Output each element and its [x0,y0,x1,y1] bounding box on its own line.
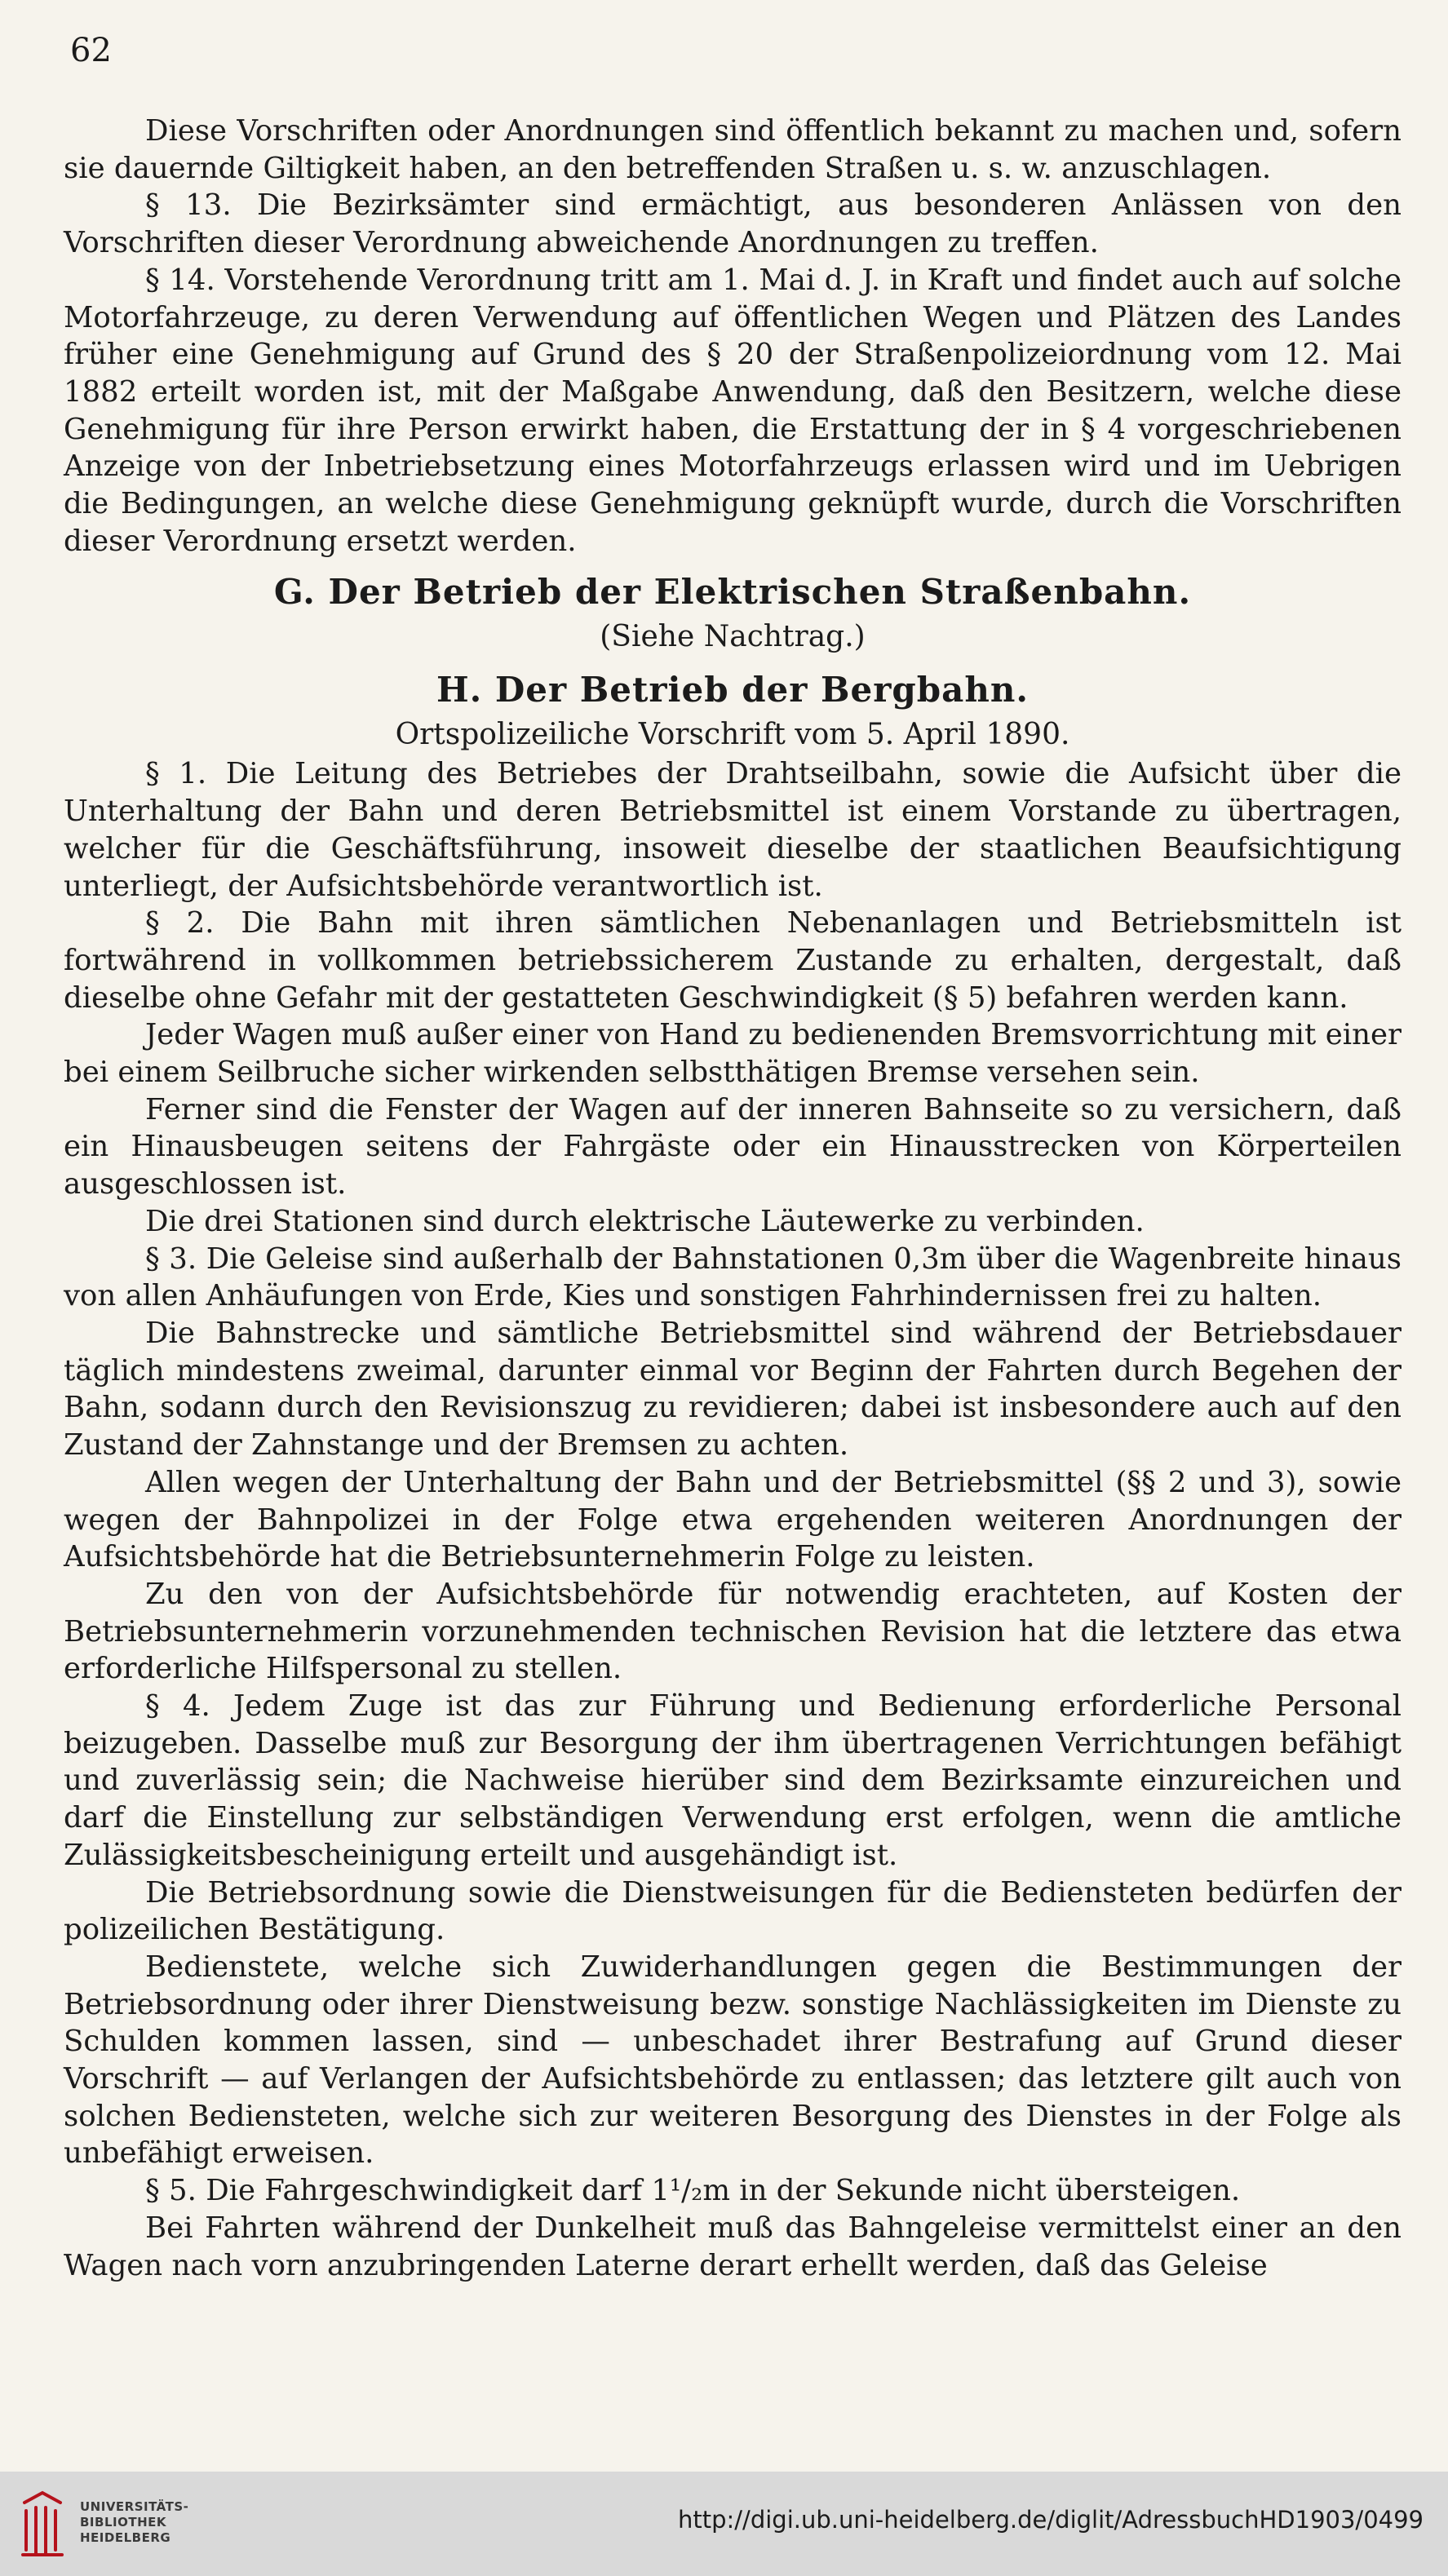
source-url-link[interactable]: http://digi.ub.uni-heidelberg.de/diglit/AdressbuchHD1903/0499 [677,2506,1424,2534]
section-subheading: (Siehe Nachtrag.) [600,620,866,654]
section-heading: H. Der Betrieb der Bergbahn. [436,670,1030,710]
university-library-logo-icon [18,2486,67,2560]
section-heading: G. Der Betrieb der Elektrischen Straßenbahn. [273,572,1192,613]
library-name-line: HEIDELBERG [80,2530,171,2545]
body-paragraph: § 2. Die Bahn mit ihren sämtlichen Nebenanlagen und Betriebsmitteln ist fortwährend in vollkommen betriebssicherem Zustande zu erhalten, dergestalt, daß dieselbe ohne Gefahr mit der gestatteten Geschwindigkeit (§ 5) befahren werden kann. [64,906,1402,1015]
body-paragraph: § 14. Vorstehende Verordnung tritt am 1. Mai d. J. in Kraft und findet auch auf solche Motorfahrzeuge, zu deren Verwendung auf öffentlichen Wegen und Plätzen des Landes früher eine Genehmigung auf Grund des § 20 der Straßenpolizeiordnung vom 12. Mai 1882 erteilt worden ist, mit der Maßgabe Anwendung, daß den Besitzern, welche diese Genehmigung für ihre Person erwirkt haben, die Erstattung der in § 4 vorgeschriebenen Anzeige von der Inbetriebsetzung eines Motorfahrzeugs erlassen wird und im Uebrigen die Bedingungen, an welche diese Genehmigung geknüpft wurde, durch die Vorschriften dieser Verordnung ersetzt werden. [64,263,1402,558]
body-paragraph: Die Betriebsordnung sowie die Dienstweisungen für die Bediensteten bedürfen der polizeilichen Bestätigung. [64,1875,1402,1947]
body-paragraph: Allen wegen der Unterhaltung der Bahn und der Betriebsmittel (§§ 2 und 3), sowie wegen der Bahnpolizei in der Folge etwa ergehenden weiteren Anordnungen der Aufsichtsbehörde hat die Betriebsunternehmerin Folge zu leisten. [64,1465,1402,1574]
library-name-line: UNIVERSITÄTS- [80,2499,189,2514]
body-paragraph: Die Bahnstrecke und sämtliche Betriebsmittel sind während der Betriebsdauer täglich mindestens zweimal, darunter einmal vor Beginn der Fahrten durch Begehen der Bahn, sodann durch den Revisionszug zu revidieren; dabei ist insbesondere auch auf den Zustand der Zahnstange und der Bremsen zu achten. [64,1316,1402,1463]
section-subheading: Ortspolizeiliche Vorschrift vom 5. April 1890. [395,718,1070,752]
body-paragraph: Die drei Stationen sind durch elektrische Läutewerke zu verbinden. [145,1204,1145,1238]
library-name-line: BIBLIOTHEK [80,2515,166,2530]
body-paragraph: Jeder Wagen muß außer einer von Hand zu bedienenden Bremsvorrichtung mit einer bei einem Seilbruche sicher wirkenden selbstthätigen Bremse versehen sein. [64,1018,1402,1090]
body-paragraph: § 1. Die Leitung des Betriebes der Drahtseilbahn, sowie die Aufsicht über die Unterhaltung der Bahn und deren Betriebsmittel ist einem Vorstande zu übertragen, welcher für die Geschäftsführung, insoweit dieselbe der staatlichen Beaufsichtigung unterliegt, der Aufsichtsbehörde verantwortlich ist. [64,757,1402,903]
document-body [64,113,1402,2284]
body-paragraph: Ferner sind die Fenster der Wagen auf der inneren Bahnseite so zu versichern, daß ein Hinausbeugen seitens der Fahrgäste oder ein Hinausstrecken von Körperteilen ausgeschlossen ist. [64,1092,1402,1202]
body-paragraph: Zu den von der Aufsichtsbehörde für notwendig erachteten, auf Kosten der Betriebsunternehmerin vorzunehmenden technischen Revision hat die letztere das etwa erforderliche Hilfspersonal zu stellen. [64,1577,1402,1686]
body-paragraph: § 3. Die Geleise sind außerhalb der Bahnstationen 0,3m über die Wagenbreite hinaus von allen Anhäufungen von Erde, Kies und sonstigen Fahrhindernissen frei zu halten. [64,1242,1402,1313]
body-paragraph: § 13. Die Bezirksämter sind ermächtigt, aus besonderen Anlässen von den Vorschriften dieser Verordnung abweichende Anordnungen zu treffen. [64,188,1402,260]
body-paragraph: Diese Vorschriften oder Anordnungen sind öffentlich bekannt zu machen und, sofern sie dauernde Giltigkeit haben, an den betreffenden Straßen u. s. w. anzuschlagen. [64,114,1402,185]
library-name [80,2499,188,2546]
page-number: 62 [70,32,112,69]
body-paragraph: § 5. Die Fahrgeschwindigkeit darf 1¹/₂m in der Sekunde nicht übersteigen. [145,2174,1241,2208]
body-paragraph: § 4. Jedem Zuge ist das zur Führung und Bedienung erforderliche Personal beizugeben. Dasselbe muß zur Besorgung der ihm übertragenen Verrichtungen befähigt und zuverlässig sein; die Nachweise hierüber sind dem Bezirksamte einzureichen und darf die Einstellung zur selbständigen Verwendung erst erfolgen, wenn die amtliche Zulässigkeitsbescheinigung erteilt und ausgehändigt ist. [64,1689,1402,1872]
library-footer [0,2472,1448,2576]
body-paragraph: Bei Fahrten während der Dunkelheit muß das Bahngeleise vermittelst einer an den Wagen nach vorn anzubringenden Laterne derart erhellt werden, daß das Geleise [64,2211,1402,2282]
body-paragraph: Bedienstete, welche sich Zuwiderhandlungen gegen die Bestimmungen der Betriebsordnung oder ihrer Dienstweisung bezw. sonstige Nachlässigkeiten im Dienste zu Schulden kommen lassen, sind — unbeschadet ihrer Bestrafung auf Grund dieser Vorschrift — auf Verlangen der Aufsichtsbehörde zu entlassen; das letztere gilt auch von solchen Bediensteten, welche sich zur weiteren Besorgung des Dienstes in der Folge als unbefähigt erweisen. [64,1950,1402,2171]
